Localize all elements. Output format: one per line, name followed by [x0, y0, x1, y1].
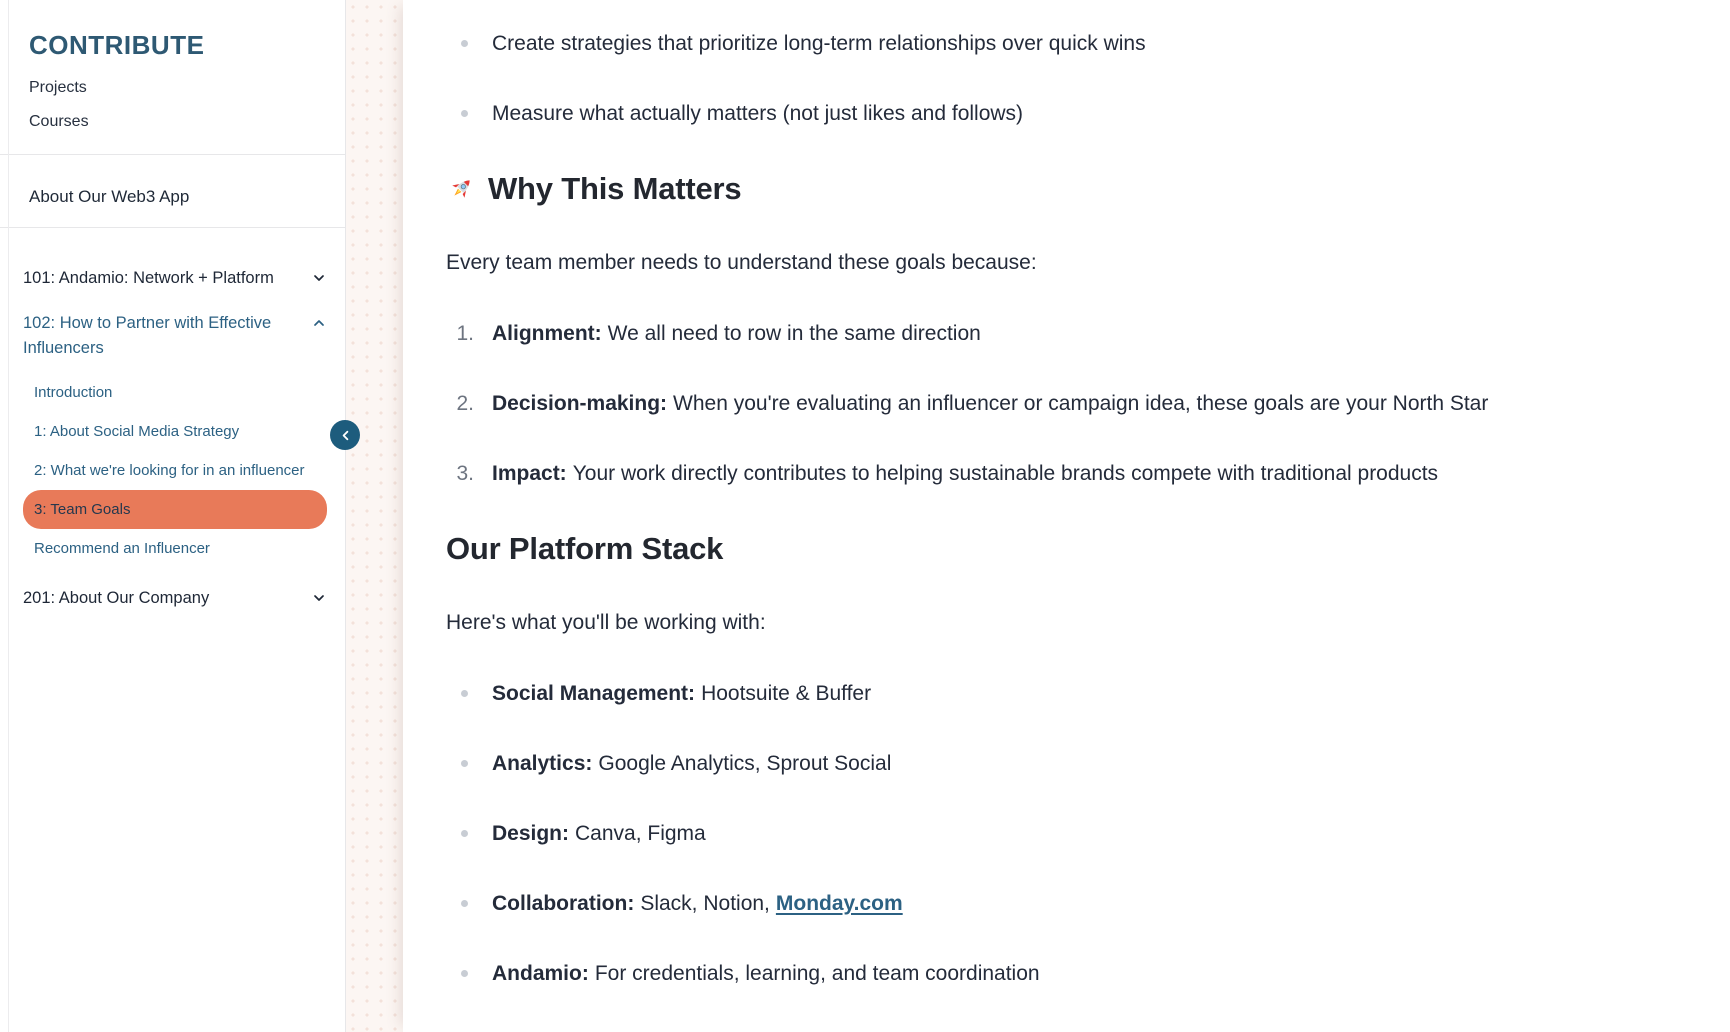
why-heading [446, 169, 1690, 209]
bullet-icon [461, 690, 468, 697]
chevron-left-icon [338, 428, 353, 443]
course-group [23, 258, 327, 299]
list-item [446, 29, 1690, 58]
why-heading-text: Why This Matters [488, 171, 742, 206]
course-item-label: 201: About Our Company [23, 589, 210, 607]
list-item-term: Decision-making: [492, 392, 668, 415]
inline-link[interactable]: Monday.com [775, 892, 903, 915]
course-item[interactable] [23, 258, 327, 299]
list-item [446, 749, 1690, 778]
course-group [23, 578, 327, 619]
lesson-item[interactable]: 1: About Social Media Strategy [34, 423, 240, 440]
list-item-text: We all need to row in the same direction [607, 322, 981, 345]
list-item [446, 99, 1690, 128]
bullet-icon [461, 40, 468, 47]
list-item-term: Andamio: [492, 962, 589, 985]
course-item-label: 101: Andamio: Network + Platform [23, 269, 274, 287]
list-item-text: Your work directly contributes to helping sustainable brands compete with traditional products [572, 462, 1439, 485]
list-item-text: Slack, Notion, [640, 892, 770, 915]
why-list [446, 319, 1690, 488]
list-item-term: Alignment: [492, 322, 602, 345]
sidebar-left-edge [8, 0, 9, 1032]
stack-list [446, 679, 1690, 988]
course-group [23, 303, 327, 568]
page-background-gutter [346, 0, 403, 1032]
goals-list [446, 29, 1690, 128]
list-item-term: Social Management: [492, 682, 696, 705]
list-item-text: Measure what actually matters (not just likes and follows) [492, 102, 1024, 125]
list-item-term: Impact: [492, 462, 567, 485]
list-item-text: For credentials, learning, and team coordination [594, 962, 1040, 985]
course-group-title[interactable]: About Our Web3 App [29, 187, 190, 206]
list-item [446, 889, 1690, 918]
course-nav [0, 228, 345, 619]
list-number: 2. [456, 392, 474, 415]
why-intro: Every team member needs to understand these goals because: [446, 251, 1037, 274]
list-item [446, 959, 1690, 988]
stack-intro: Here's what you'll be working with: [446, 611, 766, 634]
list-item-term: Collaboration: [492, 892, 635, 915]
lesson-item[interactable]: Recommend an Influencer [34, 540, 210, 557]
bullet-icon [461, 830, 468, 837]
list-item [446, 319, 1690, 348]
list-item [446, 819, 1690, 848]
list-number: 1. [456, 322, 474, 345]
list-item [446, 389, 1690, 418]
course-item[interactable] [23, 303, 327, 369]
bullet-icon [461, 900, 468, 907]
list-item-text: Google Analytics, Sprout Social [598, 752, 892, 775]
sidebar-collapse-button[interactable] [330, 420, 360, 450]
lesson-content [403, 0, 1730, 1032]
sidebar [0, 0, 346, 1032]
lesson-item[interactable]: Introduction [34, 384, 113, 401]
lesson-list [23, 373, 327, 568]
sidebar-link[interactable]: Projects [29, 79, 87, 96]
course-item-label: 102: How to Partner with Effective Influencers [23, 314, 272, 357]
chevron-up-icon [311, 315, 327, 331]
primary-links [29, 71, 321, 139]
bullet-icon [461, 760, 468, 767]
list-item [446, 459, 1690, 488]
rocket-icon [446, 174, 476, 204]
list-item-text: Canva, Figma [575, 822, 706, 845]
list-item-text: Create strategies that prioritize long-term relationships over quick wins [492, 32, 1146, 55]
list-number: 3. [456, 462, 474, 485]
list-item-term: Analytics: [492, 752, 593, 775]
app-title[interactable]: CONTRIBUTE [29, 30, 205, 60]
sidebar-link[interactable]: Courses [29, 113, 89, 130]
bullet-icon [461, 970, 468, 977]
list-item-term: Design: [492, 822, 570, 845]
chevron-down-icon [311, 270, 327, 286]
sidebar-header [0, 0, 345, 154]
lesson-item[interactable]: 3: Team Goals [23, 490, 327, 529]
bullet-icon [461, 110, 468, 117]
list-item-text: Hootsuite & Buffer [701, 682, 872, 705]
lesson-item[interactable]: 2: What we're looking for in an influencer [34, 462, 305, 479]
chevron-down-icon [311, 590, 327, 606]
course-item[interactable] [23, 578, 327, 619]
stack-heading-text: Our Platform Stack [446, 531, 724, 566]
stack-heading [446, 529, 1690, 569]
list-item [446, 679, 1690, 708]
list-item-text: When you're evaluating an influencer or campaign idea, these goals are your North Star [673, 392, 1489, 415]
